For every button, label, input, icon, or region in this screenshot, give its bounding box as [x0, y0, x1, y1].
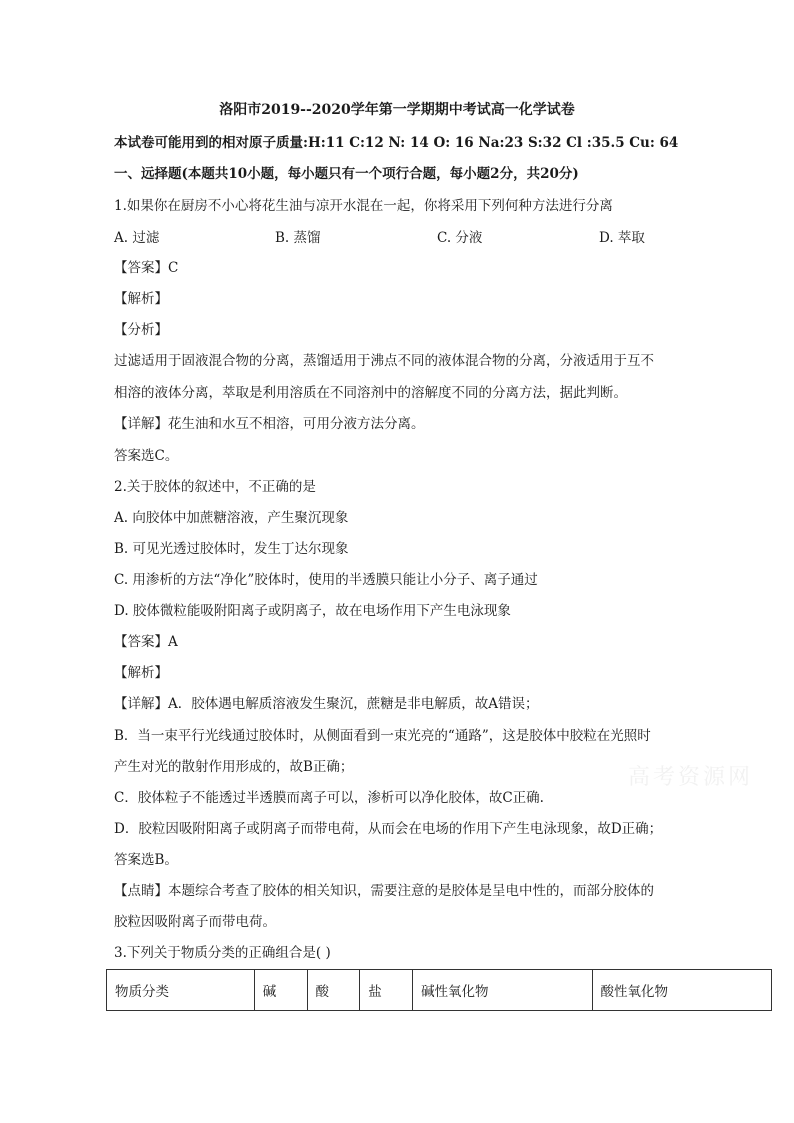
- q2-conclusion: 答案选B。: [114, 852, 178, 868]
- table-header-cell: 碱性氧化物: [413, 970, 592, 1011]
- q1-answer: 【答案】C: [114, 260, 179, 276]
- q3-stem: 3.下列关于物质分类的正确组合是( ): [114, 945, 331, 961]
- q1-option-d: D. 萃取: [599, 230, 645, 246]
- q2-detail-a: 【详解】A．胶体遇电解质溶液发生聚沉，蔗糖是非电解质，故A错误；: [114, 696, 539, 712]
- section-heading: 一、远择题(本题共10小题，每小题只有一个项行合题，每小题2分，共20分): [114, 166, 579, 182]
- q1-option-b: B. 蒸馏: [275, 230, 321, 246]
- q2-answer: 【答案】A: [114, 634, 178, 650]
- table-header-cell: 酸性氧化物: [592, 970, 772, 1011]
- q1-detail: 【详解】花生油和水互不相溶，可用分液方法分离。: [114, 416, 425, 432]
- table-header-cell: 盐: [360, 970, 413, 1011]
- table-header-row: [107, 970, 772, 1011]
- q1-option-a: A. 过滤: [114, 230, 160, 246]
- q1-option-c: C. 分液: [437, 230, 483, 246]
- table-header-cell: 酸: [307, 970, 360, 1011]
- q2-detail-c: C．胶体粒子不能透过半透膜而离子可以，渗析可以净化胶体，故C正确.: [114, 790, 544, 806]
- page-title: 洛阳市2019--2020学年第一学期期中考试高一化学试卷: [219, 102, 575, 118]
- q2-detail-d: D．胶粒因吸附阳离子或阴离子而带电荷，从而会在电场的作用下产生电泳现象，故D正确；: [114, 821, 663, 837]
- q2-comment-line-2: 胶粒因吸附离子而带电荷。: [114, 914, 276, 930]
- q2-option-b: B. 可见光透过胶体时，发生丁达尔现象: [114, 541, 349, 557]
- atomic-mass-line: 本试卷可能用到的相对原子质量:H:11 C:12 N: 14 O: 16 Na:23 S:32 Cl :35.5 Cu: 64: [114, 135, 679, 151]
- q2-analysis-tag: 【解析】: [114, 665, 168, 681]
- q1-fenxi-line-1: 过滤适用于固液混合物的分离，蒸馏适用于沸点不同的液体混合物的分离，分液适用于互不: [114, 353, 654, 369]
- q2-option-a: A. 向胶体中加蔗糖溶液，产生聚沉现象: [114, 510, 349, 526]
- q2-option-c: C. 用渗析的方法“净化”胶体时，使用的半透膜只能让小分子、离子通过: [114, 572, 538, 588]
- q1-fenxi-tag: 【分析】: [114, 322, 168, 338]
- table-header-cell: 碱: [254, 970, 307, 1011]
- q1-analysis-tag: 【解析】: [114, 291, 168, 307]
- table-header-cell: 物质分类: [107, 970, 255, 1011]
- watermark: 高考资源网: [628, 765, 754, 790]
- q2-comment-line-1: 【点睛】本题综合考查了胶体的相关知识，需要注意的是胶体是呈电中性的，而部分胶体的: [114, 883, 654, 899]
- q2-detail-b-1: B．当一束平行光线通过胶体时，从侧面看到一束光亮的“通路”，这是胶体中胶粒在光照时: [114, 728, 651, 744]
- q1-fenxi-line-2: 相溶的液体分离，萃取是利用溶质在不同溶剂中的溶解度不同的分离方法，据此判断。: [114, 385, 627, 401]
- classification-table: [106, 969, 772, 1011]
- q2-option-d: D. 胶体微粒能吸附阳离子或阴离子，故在电场作用下产生电泳现象: [114, 603, 511, 619]
- q1-stem: 1.如果你在厨房不小心将花生油与凉开水混在一起，你将采用下列何种方法进行分离: [114, 198, 613, 214]
- q1-conclusion: 答案选C。: [114, 448, 179, 464]
- q2-detail-b-2: 产生对光的散射作用形成的，故B正确；: [114, 759, 354, 775]
- q2-stem: 2.关于胶体的叙述中，不正确的是: [114, 479, 316, 495]
